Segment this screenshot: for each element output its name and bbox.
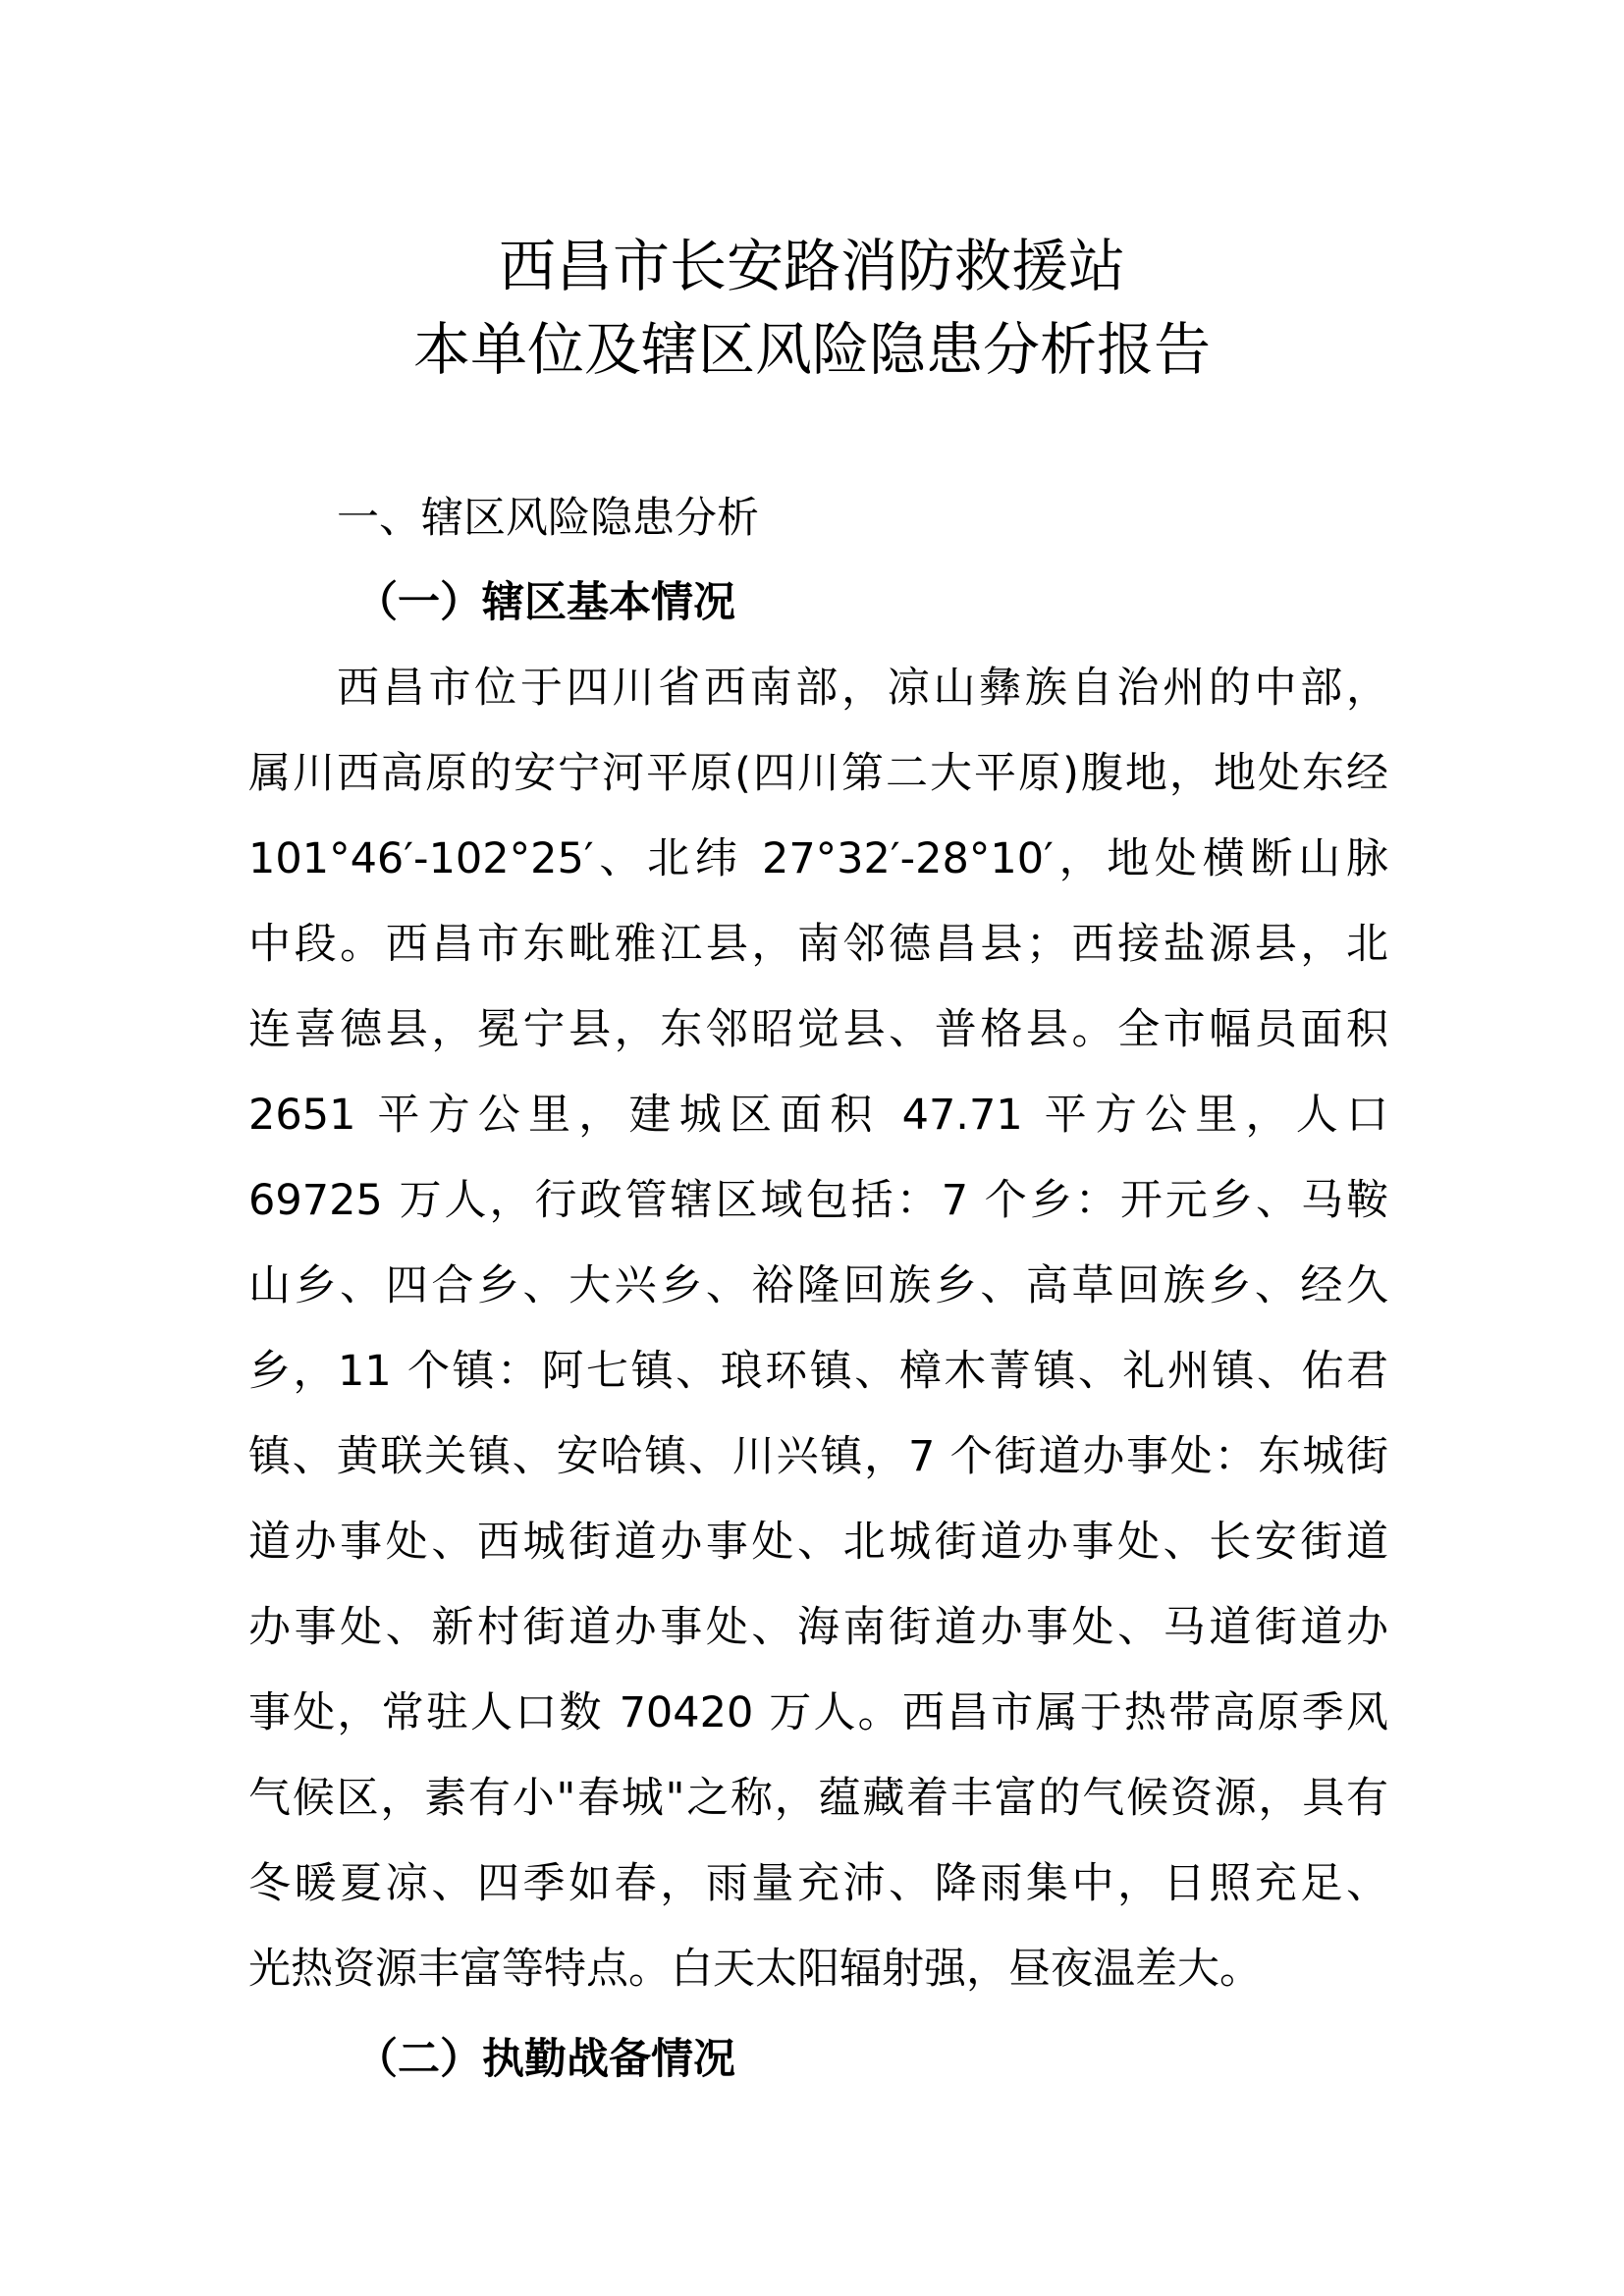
paragraph-line: 101°46′-102°25′、北纬 27°32′-28°10′，地处横断山脉 bbox=[248, 834, 1388, 883]
paragraph-line: 连喜德县，冕宁县，东邻昭觉县、普格县。全市幅员面积 bbox=[248, 1005, 1388, 1054]
subsection-heading-basic-situation: （一）辖区基本情况 bbox=[355, 578, 735, 627]
paragraph-line: 69725 万人，行政管辖区域包括：7 个乡：开元乡、马鞍 bbox=[248, 1176, 1388, 1225]
section-heading: 一、辖区风险隐患分析 bbox=[337, 494, 759, 543]
paragraph-line: 道办事处、西城街道办事处、北城街道办事处、长安街道 bbox=[248, 1518, 1388, 1567]
paragraph-line: 光热资源丰富等特点。白天太阳辐射强，昼夜温差大。 bbox=[248, 1945, 1262, 1994]
document-title-line-2: 本单位及辖区风险隐患分析报告 bbox=[412, 316, 1211, 383]
subsection-heading-duty-readiness: （二）执勤战备情况 bbox=[355, 2035, 735, 2084]
paragraph-line: 冬暖夏凉、四季如春，雨量充沛、降雨集中，日照充足、 bbox=[248, 1859, 1388, 1908]
paragraph-line: 气候区，素有小"春城"之称，蕴藏着丰富的气候资源，具有 bbox=[248, 1774, 1388, 1823]
paragraph-line: 属川西高原的安宁河平原(四川第二大平原)腹地，地处东经 bbox=[248, 749, 1388, 798]
body-paragraph bbox=[248, 646, 1388, 2012]
paragraph-line: 事处，常驻人口数 70420 万人。西昌市属于热带高原季风 bbox=[248, 1688, 1388, 1737]
paragraph-line: 镇、黄联关镇、安哈镇、川兴镇，7 个街道办事处：东城街 bbox=[248, 1432, 1388, 1481]
paragraph-line: 乡，11 个镇：阿七镇、琅环镇、樟木菁镇、礼州镇、佑君 bbox=[248, 1347, 1388, 1396]
paragraph-line: 2651 平方公里，建城区面积 47.71 平方公里，人口 bbox=[248, 1091, 1388, 1140]
document-title-line-1: 西昌市长安路消防救援站 bbox=[498, 233, 1125, 299]
paragraph-line: 中段。西昌市东毗雅江县，南邻德昌县；西接盐源县，北 bbox=[248, 920, 1388, 969]
paragraph-line: 山乡、四合乡、大兴乡、裕隆回族乡、高草回族乡、经久 bbox=[248, 1261, 1388, 1310]
paragraph-line: 西昌市位于四川省西南部，凉山彝族自治州的中部， bbox=[337, 664, 1388, 713]
paragraph-line: 办事处、新村街道办事处、海南街道办事处、马道街道办 bbox=[248, 1603, 1388, 1652]
